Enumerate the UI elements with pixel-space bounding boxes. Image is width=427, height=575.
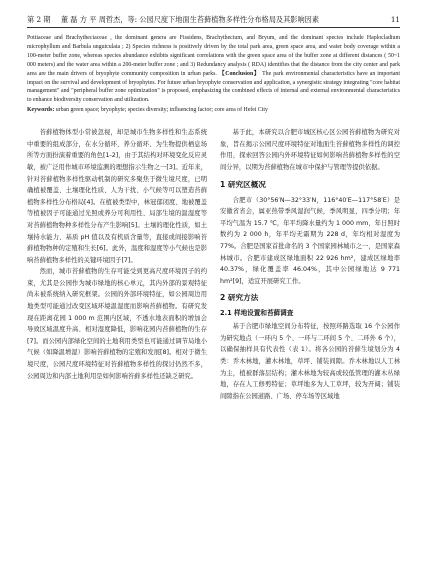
running-header <box>27 0 400 28</box>
intro-paragraph-2: 然而，城市苔藓植物的生存可能受到更高尺度环境因子的约束，尤其是公园作为城市绿地的核心单元，其内外部的景观特征尚未被系统纳入研究框架。公园的外部环境特征，如公园周边用地类型可能通过改变区域环境温湿度而影响苔藓植物。有研究发现在距离花园 1 000 m 范围内区域，不透水地表面积的增加会导致区域温度升高、相对湿度降低，影响花园内苔藓植物的生存[7]。而公园内部绿化空间的土地利用类型也可能通过调节局地小气候（如降温增湿）影响苔藓植物的定殖和发展[8]。相对于微生境尺度，公园尺度环境特征对苔藓植物多样性的探讨仍然不多，公园周边和内部土地利用是如何影响苔藓多样性还缺乏研究。 <box>27 268 207 380</box>
section-1-text: 合肥市（30°56′N—32°33′N，116°40′E—117°58′E）是安徽省省会，属亚热带季风湿润气候，季风明显，四季分明；年平均气温为 15.7 ℃，年平均降水量约为 1 000 mm，年日照时数约为 2 000 h，年平均无霜期为 228 d，年均相对湿度为 77%。合肥是国家首批命名的 3 个国家园林城市之一，是国家森林城市。合肥市建成区绿地面积 22 926 hm²，建成区绿地率 40.37%，绿化覆盖率 46.04%，其中公园绿地达 9 771 hm²[9]，适宜开展研究工作。 <box>220 196 400 285</box>
running-title: 董 磊 方 平 周哲杰，等: 公园尺度下地面生苔藓植物多样性分布格局及其影响因素 <box>60 15 320 24</box>
left-column <box>27 127 207 402</box>
intro-paragraph-1: 苔藓植物体型小常被忽视，却是城市生物多样性和生态系统中重要的组成部分，在水分循环、养分循环、为生物提供栖息场所等方面扮演着重要的角色[1-2]，由于其结构对环境变化反应灵敏，被广泛用作城市环境监测的理想指示生物之一[3]。近年来，针对苔藓植物多样性驱动机制的研究多聚焦于微生境尺度，已明确植被覆盖、土壤理化性质、人为干扰、小气候等可以塑造苔藓植物多样性分布格局[4]。在植被类型中，林冠郁闭度、地被覆盖等植被因子可能通过光照或养分可利用性、局部生境的温湿度等对苔藓植物物种多样性分布产生影响[5]。土壤的理化性质，如土壤持水能力、基质 pH 值以及有机质含量等，直接或间接影响苔藓植物物种的定殖和生长[6]。此外，温度和湿度等小气候也是影响苔藓植物多样性的关键环境因子[7]。 <box>27 129 207 264</box>
section-1-heading: 1 研究区概况 <box>220 179 266 189</box>
conclusion-label: 【Conclusion】 <box>218 70 261 77</box>
header-left <box>27 15 327 24</box>
conclusion-text: The park environmental characteristics have an important impact on the survival and development of bryophytes. For future urban bryophyte conservation and application, a synergistic strategy integrating "core habitat management" and "peripheral buffer zone optimization" is proposed, emphasizing the combined effects of internal and external environmental characteristics to enhance biodiversity conservation and utilization. <box>27 70 400 104</box>
subsection-2-1-text: 基于合肥市绿地空间分布特征，按照环路选取 16 个公园作为研究地点（一环内 5 个、一环与二环间 5 个、二环外 6 个），以确保抽样具有代表性（表 1）。将各公园的苔藓生境划分为 4 类：乔木林地，灌木林地，草坪、铺装间隙。乔木林地以人工林为主，植被群落层结构；灌木林地为较高或较低管理的灌木丛绿地，存在人工修剪特征；草坪地多为人工草坪，较为开阔；铺装间隙指在公园道路、广场、停车场等区域地 <box>220 323 400 400</box>
keywords <box>27 106 400 115</box>
right-column <box>220 127 400 402</box>
page-number: 11 <box>390 15 400 24</box>
subsection-2-1-heading: 2.1 样地设置和苔藓调查 <box>220 309 294 318</box>
section-2-heading: 2 研究方法 <box>220 293 259 303</box>
body-columns <box>27 127 400 402</box>
intro-paragraph-3: 基于此，本研究以合肥市城区核心区公园苔藓植物为研究对象，旨在揭示公园尺度环境特征对地面生苔藓植物多样性的调控作用，探索回答公园内外环境特征如何影响苔藓植物多样性的空间分异，以期为苔藓植物在城市中保护与管理等提供依据。 <box>220 129 400 171</box>
keywords-label: Keywords: <box>27 107 55 114</box>
keywords-text: urban green space; bryophyte; species diversity; influencing factor; core area of Hefei City <box>54 107 268 114</box>
abstract-text: Pottiaceae and Brachytheciaceae , the dominant genera are Fissidens, Brachythecium, and Bryum, and the dominant species include Haplocladium microphyllum and Barbula unguiculata ; 2) Species richness is positively driven by the total park area, green space area, and water body coverage within a 100-meter buffer zone, whereas species abundance exhibits significant correlations with the green space area of the buffer zone at different distances ( 50~1 000 meters) and the water area within a 200-meter buffer zone ; and 3) Redundancy analysis ( RDA) identifies that the distance from the city center and park area are the main drivers of bryophyte community composition in urban parks. <box>27 35 400 77</box>
english-abstract <box>27 34 400 105</box>
issue-number: 第 2 期 <box>27 15 51 24</box>
